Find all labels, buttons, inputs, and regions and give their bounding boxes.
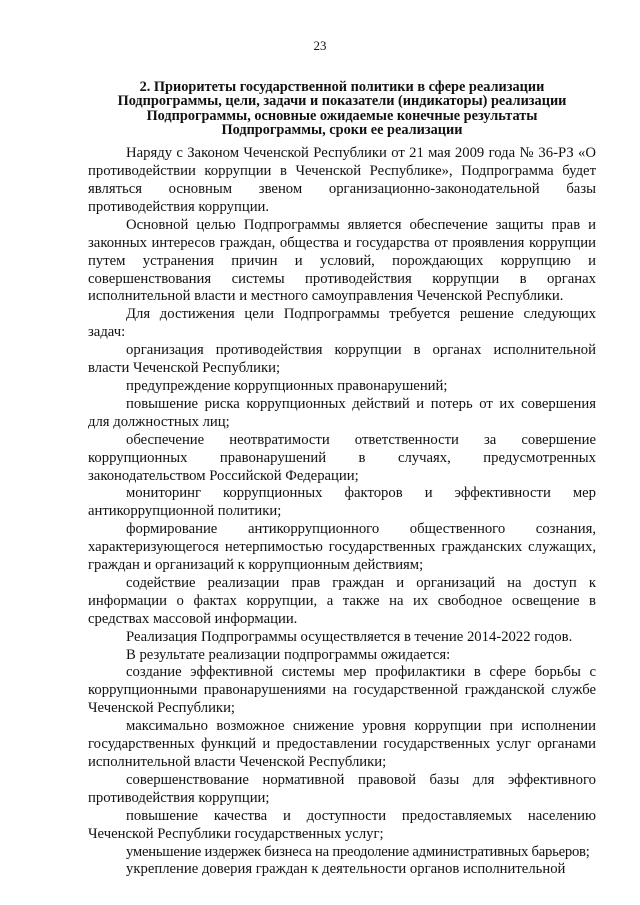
heading-line: Подпрограммы, основные ожидаемые конечные результаты [146, 107, 538, 124]
page-content [88, 80, 596, 879]
body-paragraph: Основной целью Подпрограммы является обеспечение защиты прав и законных интересов граждан, общества и государства от проявления коррупции путем устранения причин и условий, порождающих коррупцию и совершенствования системы противодействия коррупции в органах исполнительной власти и местного самоуправления Чеченской Республики. [88, 216, 596, 305]
result-item: уменьшение издержек бизнеса на преодоление административных барьеров; [126, 843, 590, 860]
task-item: организация противодействия коррупции в органах исполнительной власти Чеченской Республики; [88, 342, 596, 377]
task-item: повышение риска коррупционных действий и потерь от их совершения для должностных лиц; [88, 395, 596, 430]
result-item: максимально возможное снижение уровня коррупции при исполнении государственных функций и предоставлении государственных услуг органами исполнительной власти Чеченской Республики; [88, 718, 596, 770]
body-paragraph: Реализация Подпрограммы осуществляется в течение 2014-2022 годов. [126, 628, 573, 645]
body-paragraph: Для достижения цели Подпрограммы требуется решение следующих задач: [88, 306, 596, 341]
result-item: совершенствование нормативной правовой базы для эффективного противодействия коррупции; [88, 771, 596, 806]
task-item: предупреждение коррупционных правонарушений; [126, 377, 448, 394]
task-item: формирование антикоррупционного общественного сознания, характеризующегося нетерпимостью государственных гражданских служащих, граждан и организаций к коррупционным действиям; [88, 521, 596, 574]
heading-line: 2. Приоритеты государственной политики в сфере реализации [139, 79, 545, 95]
task-item: содействие реализации прав граждан и организаций на доступ к информации о фактах коррупции, а также на их свободное освещение в средствах массовой информации. [88, 574, 596, 627]
result-item: укрепление доверия граждан к деятельности органов исполнительной [126, 861, 566, 878]
heading-line: Подпрограммы, цели, задачи и показатели (индикаторы) реализации [117, 93, 567, 110]
heading-line: Подпрограммы, сроки ее реализации [221, 121, 463, 138]
section-heading [88, 80, 596, 137]
result-item: повышение качества и доступности предоставляемых населению Чеченской Республики государственных услуг; [88, 807, 596, 842]
result-item: создание эффективной системы мер профилактики в сфере борьбы с коррупционными правонарушениями на государственной гражданской службе Чеченской Республики; [88, 664, 596, 717]
page-number: 23 [313, 38, 327, 53]
task-item: обеспечение неотвратимости ответственности за совершение коррупционных правонарушений в случаях, предусмотренных законодательством Российской Федерации; [88, 431, 596, 484]
task-item: мониторинг коррупционных факторов и эффективности мер антикоррупционной политики; [88, 485, 596, 520]
body-paragraph: Наряду с Законом Чеченской Республики от 21 мая 2009 года № 36-РЗ «О противодействии коррупции в Чеченской Республике», Подпрограмма будет являться основным звеном организационно-законодательной базы противодействия коррупции. [88, 145, 596, 215]
body-paragraph: В результате реализации подпрограммы ожидается: [126, 646, 451, 663]
